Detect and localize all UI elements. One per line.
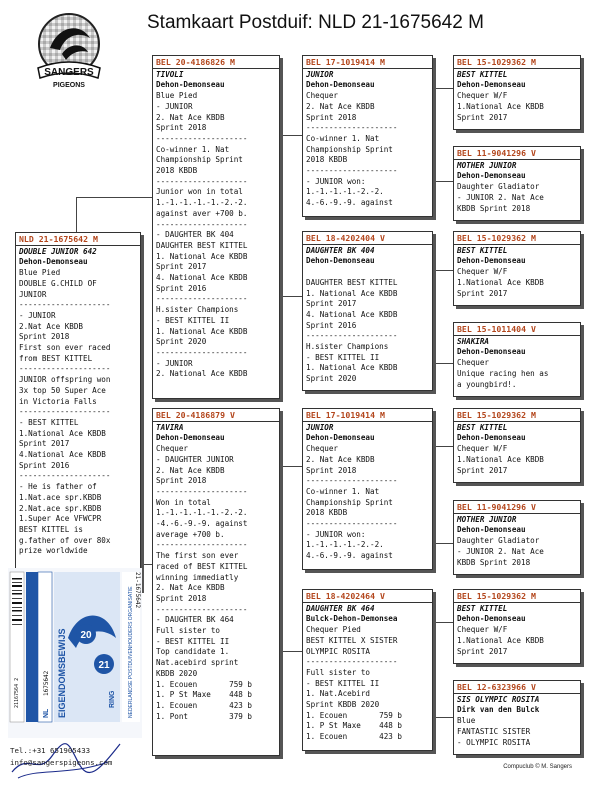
- detail-line: 1.National Ace KBDB: [457, 454, 544, 464]
- detail-line: 1. National Ace KBDB: [156, 326, 248, 336]
- detail-line: - DAUGHTER JUNIOR: [156, 454, 234, 464]
- vertical-ring-number: 21-1675642: [134, 572, 141, 609]
- detail-line: 1.-1.-1.-1.-1.-2.-2.: [156, 508, 248, 518]
- card-details: [457, 444, 577, 476]
- detail-line: 2018 KBDB: [156, 166, 198, 176]
- card-ring-number: BEL 18-4202464 V: [303, 591, 432, 603]
- page-title: Stamkaart Postduif: NLD 21-1675642 M: [147, 12, 484, 33]
- detail-line: Sprint 2020: [156, 337, 207, 347]
- detail-line: Sprint 2018: [306, 465, 357, 475]
- detail-line: Sprint 2020: [306, 374, 357, 384]
- detail-line: Co-winner 1. Nat: [306, 133, 380, 143]
- contact-phone: Tel.:+31 651905433: [10, 746, 91, 755]
- detail-line: FANTASTIC SISTER: [457, 726, 531, 736]
- separator-line: --------------------: [19, 300, 111, 310]
- separator-line: --------------------: [19, 471, 111, 481]
- card-ring-number: BEL 15-1029362 M: [454, 591, 580, 603]
- detail-line: 1.-1.-1.-1.-2.-2.: [306, 540, 384, 550]
- detail-line: 2. Nat Ace KBDB: [306, 454, 375, 464]
- card-breeder: Dehon-Demonseau: [19, 257, 88, 267]
- connector-dd-parents: [433, 622, 454, 718]
- card-ring-number: BEL 17-1019414 M: [303, 57, 432, 69]
- detail-line: 1. Ecouen 759 b: [156, 679, 253, 689]
- detail-line: 1.National Ace KBDB: [457, 635, 544, 645]
- detail-line: Sprint 2017: [306, 299, 357, 309]
- card-breeder: Bulck-Dehon-Demonsea: [306, 614, 398, 624]
- detail-line: winning immediatly: [156, 572, 239, 582]
- detail-line: g.father of over 80x: [19, 535, 111, 545]
- card-breeder: Dehon-Demonseau: [457, 256, 526, 266]
- dam-dam-card: [302, 589, 433, 751]
- card-pigeon-name: TAVIRA: [156, 422, 184, 432]
- detail-line: Sprint 2017: [19, 439, 70, 449]
- detail-line: Sprint 2018: [156, 476, 207, 486]
- sire-sire-sire-card: [453, 55, 581, 130]
- detail-line: OLYMPIC ROSITA: [306, 646, 371, 656]
- detail-line: 4. National Ace KBDB: [156, 273, 248, 283]
- dam-dam-dam-card: [453, 680, 581, 755]
- detail-line: - JUNIOR 2. Nat Ace: [457, 546, 544, 556]
- dam-sire-dam-card: [453, 500, 581, 575]
- card-pigeon-name: MOTHER JUNIOR: [457, 514, 517, 524]
- card-details: [457, 91, 577, 123]
- contact-email: info@sangerspigeons.com: [10, 758, 113, 767]
- detail-line: Championship Sprint: [156, 155, 243, 165]
- detail-line: 2018 KBDB: [306, 508, 348, 518]
- detail-line: Chequer: [306, 444, 339, 454]
- detail-line: 1. P St Maxe 448 b: [306, 721, 403, 731]
- detail-line: 2. Nat Ace KBDB: [156, 112, 225, 122]
- organisation-text: NEDERLANDSE POSTDUIVENHOUDERS ORGANISATIE: [128, 586, 134, 718]
- separator-line: --------------------: [156, 347, 248, 357]
- card-details: [457, 625, 577, 657]
- detail-line: 1. Ecouen 759 b: [306, 710, 403, 720]
- detail-line: prize worldwide: [19, 546, 88, 556]
- card-ring-number: BEL 20-4186826 M: [153, 57, 279, 69]
- card-ring-number: BEL 18-4202404 V: [303, 233, 432, 245]
- card-ring-number: BEL 15-1029362 M: [454, 410, 580, 422]
- dam-dam-sire-card: [453, 589, 581, 664]
- card-ring-number: NLD 21-1675642 M: [16, 234, 140, 246]
- detail-line: Sprint 2017: [156, 262, 207, 272]
- detail-line: Sprint 2018: [156, 123, 207, 133]
- card-details: [19, 268, 137, 557]
- card-ring-number: BEL 11-9041296 V: [454, 502, 580, 514]
- card-breeder: Dehon-Demonseau: [306, 256, 375, 266]
- detail-line: 1. National Ace KBDB: [156, 251, 248, 261]
- detail-line: - BEST KITTEL II: [156, 636, 230, 646]
- ring-number: 1675642: [43, 670, 50, 696]
- detail-line: 1.Nat.ace spr.KBDB: [19, 492, 102, 502]
- card-breeder: Dirk van den Bulck: [457, 705, 540, 715]
- detail-line: KBDB 2020: [156, 668, 198, 678]
- barcode-digits: 21167564 2: [14, 677, 20, 708]
- detail-line: Full sister to: [156, 626, 221, 636]
- card-pigeon-name: DAUGHTER BK 464: [306, 603, 375, 613]
- detail-line: Daughter Gladiator: [457, 536, 540, 546]
- card-pigeon-name: DAUGHTER BK 404: [306, 245, 375, 255]
- card-breeder: Dehon-Demonseau: [457, 614, 526, 624]
- detail-line: 4. National Ace KBDB: [306, 309, 398, 319]
- detail-line: Unique racing hen as: [457, 368, 549, 378]
- card-breeder: Dehon-Demonseau: [457, 525, 526, 535]
- separator-line: --------------------: [156, 604, 248, 614]
- detail-line: Sprint 2017: [457, 288, 508, 298]
- separator-line: --------------------: [306, 331, 398, 341]
- detail-line: BEST KITTEL X SISTER: [306, 635, 398, 645]
- connector-ds-parents: [433, 446, 454, 544]
- signature: [8, 732, 128, 782]
- detail-line: 4.National Ace KBDB: [19, 450, 106, 460]
- detail-line: DOUBLE G.CHILD OF: [19, 278, 97, 288]
- detail-line: H.sister Champions: [306, 342, 389, 352]
- detail-line: Chequer: [457, 358, 490, 368]
- detail-line: 1. National Ace KBDB: [306, 363, 398, 373]
- detail-line: 1. Pont 379 b: [156, 711, 253, 721]
- detail-line: Daughter Gladiator: [457, 182, 540, 192]
- card-pigeon-name: JUNIOR: [306, 69, 334, 79]
- ownership-certificate: [8, 568, 142, 738]
- detail-line: Co-winner 1. Nat: [156, 144, 230, 154]
- ring-nl: NL: [43, 708, 50, 718]
- separator-line: --------------------: [156, 176, 248, 186]
- card-details: [306, 267, 429, 385]
- detail-line: - DAUGHTER BK 404: [156, 230, 234, 240]
- detail-line: Blue Pied: [19, 268, 61, 278]
- card-ring-number: BEL 11-9041296 V: [454, 148, 580, 160]
- card-pigeon-name: BEST KITTEL: [457, 422, 508, 432]
- detail-line: Sprint KBDB 2020: [306, 700, 380, 710]
- detail-line: - JUNIOR: [156, 101, 193, 111]
- sire-card: [152, 55, 280, 399]
- card-breeder: Dehon-Demonseau: [306, 80, 375, 90]
- dam-sire-sire-card: [453, 408, 581, 483]
- ring-year-right: 21: [98, 660, 110, 671]
- card-breeder: Dehon-Demonseau: [457, 80, 526, 90]
- separator-line: --------------------: [306, 166, 398, 176]
- detail-line: JUNIOR: [19, 289, 47, 299]
- separator-line: --------------------: [156, 540, 248, 550]
- detail-line: Nat.acebird sprint: [156, 658, 239, 668]
- detail-line: Blue Pied: [156, 91, 198, 101]
- dam-sire-card: [302, 408, 433, 570]
- separator-line: --------------------: [306, 657, 398, 667]
- card-pigeon-name: BEST KITTEL: [457, 69, 508, 79]
- detail-line: 2. National Ace KBDB: [156, 369, 248, 379]
- detail-line: 4.-6.-9.-9. against: [306, 551, 393, 561]
- separator-line: --------------------: [19, 364, 111, 374]
- subject-pigeon-card: [15, 232, 141, 590]
- detail-line: against aver +700 b.: [156, 208, 248, 218]
- detail-line: 1. P St Maxe 448 b: [156, 690, 253, 700]
- sire-dam-sire-card: [453, 231, 581, 306]
- detail-line: Sprint 2017: [457, 112, 508, 122]
- footer-credit: Compuclub © M. Sangers: [503, 764, 572, 770]
- detail-line: - JUNIOR 2. Nat Ace: [457, 192, 544, 202]
- detail-line: Chequer W/F: [457, 267, 508, 277]
- detail-line: Co-winner 1. Nat: [306, 486, 380, 496]
- separator-line: --------------------: [306, 476, 398, 486]
- detail-line: The first son ever: [156, 551, 239, 561]
- card-details: [306, 444, 429, 562]
- detail-line: Full sister to: [306, 667, 371, 677]
- detail-line: 2. Nat Ace KBDB: [156, 465, 225, 475]
- card-pigeon-name: DOUBLE JUNIOR 642: [19, 246, 97, 256]
- detail-line: [306, 267, 429, 278]
- detail-line: 2. Nat Ace KBDB: [156, 583, 225, 593]
- detail-line: Sprint 2018: [306, 112, 357, 122]
- card-details: [156, 444, 276, 722]
- detail-line: 2.Nat Ace KBDB: [19, 321, 84, 331]
- card-details: [457, 358, 577, 390]
- detail-line: Top candidate 1.: [156, 647, 230, 657]
- detail-line: Junior won in total: [156, 187, 243, 197]
- separator-line: --------------------: [156, 133, 248, 143]
- detail-line: 4.-6.-9.-9. against: [306, 198, 393, 208]
- detail-line: - BEST KITTEL II: [156, 315, 230, 325]
- detail-line: 1.National Ace KBDB: [457, 101, 544, 111]
- ring-title: EIGENDOMSBEWIJS: [57, 628, 67, 718]
- card-ring-number: BEL 17-1019414 M: [303, 410, 432, 422]
- card-pigeon-name: SHAKIRA: [457, 336, 490, 346]
- ring-subtitle: RING: [109, 690, 116, 708]
- detail-line: DAUGHTER BEST KITTEL: [156, 240, 248, 250]
- detail-line: 3x top 50 Super Ace: [19, 385, 106, 395]
- detail-line: 1.National Ace KBDB: [19, 428, 106, 438]
- detail-line: Sprint 2016: [156, 283, 207, 293]
- card-details: [457, 536, 577, 568]
- detail-line: 1.National Ace KBDB: [457, 277, 544, 287]
- detail-line: - OLYMPIC ROSITA: [457, 737, 531, 747]
- detail-line: - BEST KITTEL II: [306, 678, 380, 688]
- detail-line: First son ever raced: [19, 343, 111, 353]
- card-pigeon-name: SIS OLYMPIC ROSITA: [457, 694, 540, 704]
- detail-line: Chequer Pied: [306, 625, 361, 635]
- detail-line: Chequer W/F: [457, 444, 508, 454]
- detail-line: from BEST KITTEL: [19, 353, 93, 363]
- connector-dam-parents: [280, 466, 303, 652]
- detail-line: average +700 b.: [156, 529, 225, 539]
- connector-ss-parents: [433, 88, 454, 182]
- detail-line: 1.Super Ace VFWCPR: [19, 514, 102, 524]
- card-details: [457, 182, 577, 214]
- detail-line: 2.Nat.ace spr.KBDB: [19, 503, 102, 513]
- card-details: [457, 716, 577, 748]
- card-ring-number: BEL 15-1029362 M: [454, 57, 580, 69]
- detail-line: DAUGHTER BEST KITTEL: [306, 277, 398, 287]
- ring-year-left: 20: [80, 630, 92, 641]
- separator-line: --------------------: [306, 519, 398, 529]
- detail-line: - BEST KITTEL II: [306, 352, 380, 362]
- card-breeder: Dehon-Demonseau: [156, 80, 225, 90]
- logo-subtext: PIGEONS: [53, 82, 85, 89]
- detail-line: 1. National Ace KBDB: [306, 288, 398, 298]
- card-breeder: Dehon-Demonseau: [457, 433, 526, 443]
- detail-line: 2018 KBDB: [306, 155, 348, 165]
- detail-line: 1. Ecouen 423 b: [306, 732, 403, 742]
- sire-dam-dam-card: [453, 322, 581, 397]
- separator-line: --------------------: [156, 294, 248, 304]
- card-details: [156, 91, 276, 380]
- connector-sire-parents: [280, 135, 303, 297]
- detail-line: Blue: [457, 716, 476, 726]
- logo-text: SANGERS: [44, 67, 94, 78]
- separator-line: --------------------: [306, 123, 398, 133]
- sangers-pigeons-logo: [28, 8, 110, 90]
- detail-line: - BEST KITTEL: [19, 417, 79, 427]
- detail-line: Chequer W/F: [457, 91, 508, 101]
- separator-line: --------------------: [156, 219, 248, 229]
- detail-line: 1. Nat.Acebird: [306, 689, 371, 699]
- detail-line: Chequer W/F: [457, 625, 508, 635]
- detail-line: - He is father of: [19, 482, 97, 492]
- sire-sire-card: [302, 55, 433, 217]
- detail-line: - DAUGHTER BK 464: [156, 615, 234, 625]
- card-breeder: Dehon-Demonseau: [457, 347, 526, 357]
- detail-line: - JUNIOR: [156, 358, 193, 368]
- card-pigeon-name: TIVOLI: [156, 69, 184, 79]
- card-ring-number: BEL 12-6323966 V: [454, 682, 580, 694]
- detail-line: Sprint 2017: [457, 465, 508, 475]
- card-details: [306, 91, 429, 209]
- card-ring-number: BEL 15-1011404 V: [454, 324, 580, 336]
- detail-line: 1.-1.-1.-1.-2.-2.: [306, 187, 384, 197]
- separator-line: --------------------: [19, 407, 111, 417]
- pigeon-logo-icon: [28, 8, 110, 90]
- detail-line: JUNIOR offspring won: [19, 375, 111, 385]
- detail-line: Sprint 2018: [156, 593, 207, 603]
- card-breeder: Dehon-Demonseau: [306, 433, 375, 443]
- card-ring-number: BEL 15-1029362 M: [454, 233, 580, 245]
- card-breeder: Dehon-Demonseau: [156, 433, 225, 443]
- detail-line: - JUNIOR won:: [306, 529, 366, 539]
- detail-line: Chequer: [156, 444, 189, 454]
- card-breeder: Dehon-Demonseau: [457, 171, 526, 181]
- detail-line: BEST KITTEL is: [19, 524, 84, 534]
- detail-line: - JUNIOR won:: [306, 176, 366, 186]
- detail-line: in Victoria Falls: [19, 396, 97, 406]
- card-pigeon-name: MOTHER JUNIOR: [457, 160, 517, 170]
- detail-line: -4.-6.-9.-9. against: [156, 519, 248, 529]
- connector-sd-parents: [433, 270, 454, 364]
- detail-line: KBDB Sprint 2018: [457, 203, 531, 213]
- card-details: [306, 625, 429, 743]
- detail-line: Championship Sprint: [306, 497, 393, 507]
- sire-dam-card: [302, 231, 433, 391]
- detail-line: KBDB Sprint 2018: [457, 557, 531, 567]
- detail-line: Sprint 2017: [457, 646, 508, 656]
- card-pigeon-name: BEST KITTEL: [457, 603, 508, 613]
- card-pigeon-name: BEST KITTEL: [457, 245, 508, 255]
- detail-line: 2. Nat Ace KBDB: [306, 101, 375, 111]
- detail-line: Championship Sprint: [306, 144, 393, 154]
- detail-line: H.sister Champions: [156, 305, 239, 315]
- detail-line: Won in total: [156, 497, 211, 507]
- card-pigeon-name: JUNIOR: [306, 422, 334, 432]
- detail-line: Sprint 2018: [19, 332, 70, 342]
- detail-line: raced of BEST KITTEL: [156, 561, 248, 571]
- sire-sire-dam-card: [453, 146, 581, 221]
- detail-line: Sprint 2016: [306, 320, 357, 330]
- card-details: [457, 267, 577, 299]
- detail-line: Sprint 2016: [19, 460, 70, 470]
- separator-line: --------------------: [156, 486, 248, 496]
- detail-line: 1.-1.-1.-1.-1.-2.-2.: [156, 198, 248, 208]
- detail-line: 1. Ecouen 423 b: [156, 700, 253, 710]
- dam-card: [152, 408, 280, 756]
- detail-line: Chequer: [306, 91, 339, 101]
- detail-line: a youngbird!.: [457, 379, 517, 389]
- detail-line: - JUNIOR: [19, 310, 56, 320]
- card-ring-number: BEL 20-4186879 V: [153, 410, 279, 422]
